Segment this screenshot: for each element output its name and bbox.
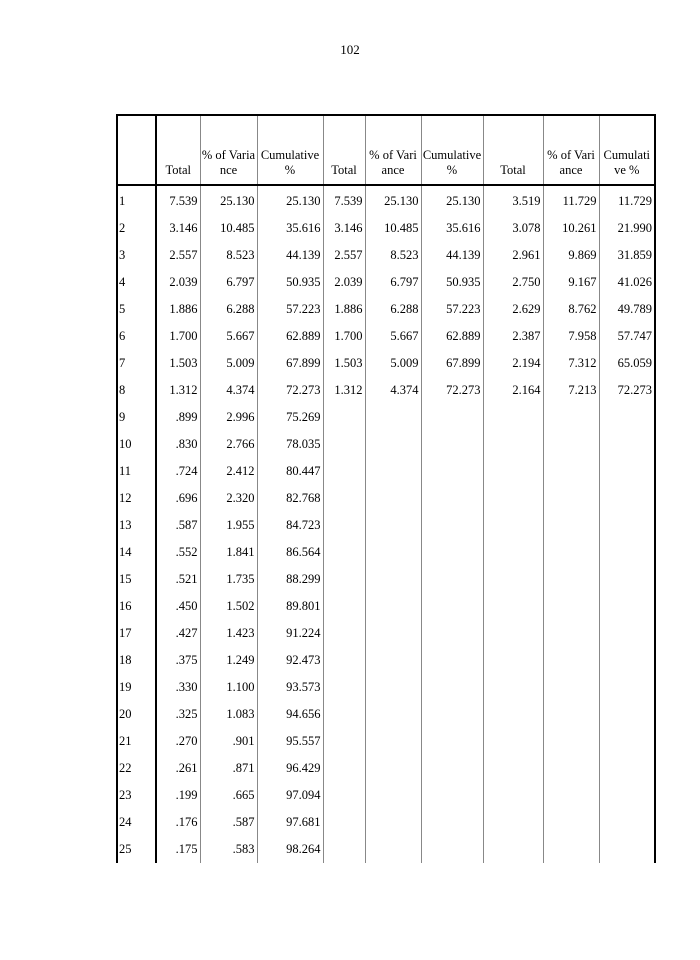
component-number: 16	[117, 593, 156, 620]
table-cell: .199	[156, 782, 200, 809]
component-number: 19	[117, 674, 156, 701]
table-cell: 65.059	[599, 350, 655, 377]
table-cell: 2.629	[483, 296, 543, 323]
table-cell: 31.859	[599, 242, 655, 269]
table-cell: 2.996	[200, 404, 257, 431]
table-cell	[483, 701, 543, 728]
table-cell	[543, 809, 599, 836]
table-cell	[599, 485, 655, 512]
table-cell: 5.009	[365, 350, 421, 377]
table-cell: 9.167	[543, 269, 599, 296]
table-cell: 11.729	[543, 185, 599, 215]
table-cell: 1.100	[200, 674, 257, 701]
table-cell	[543, 728, 599, 755]
component-number: 13	[117, 512, 156, 539]
table-cell: 93.573	[257, 674, 323, 701]
column-header: Cumulative %	[421, 115, 483, 185]
table-cell: 1.735	[200, 566, 257, 593]
table-cell: 7.213	[543, 377, 599, 404]
table-cell	[543, 755, 599, 782]
table-cell	[599, 755, 655, 782]
table-cell: 9.869	[543, 242, 599, 269]
column-header: Total	[323, 115, 365, 185]
table-cell: 92.473	[257, 647, 323, 674]
table-cell: 67.899	[257, 350, 323, 377]
table-cell: 8.523	[365, 242, 421, 269]
table-cell	[543, 485, 599, 512]
component-number: 12	[117, 485, 156, 512]
table-cell	[323, 404, 365, 431]
table-row	[117, 458, 655, 485]
table-cell	[421, 512, 483, 539]
table-cell: 2.961	[483, 242, 543, 269]
table-cell	[365, 701, 421, 728]
table-cell	[483, 728, 543, 755]
table-cell: 72.273	[421, 377, 483, 404]
component-number: 14	[117, 539, 156, 566]
table-cell	[421, 701, 483, 728]
table-cell: 86.564	[257, 539, 323, 566]
page-number: 102	[340, 42, 360, 57]
table-cell	[599, 458, 655, 485]
table-cell	[421, 647, 483, 674]
component-number: 1	[117, 185, 156, 215]
table-row	[117, 185, 655, 215]
table-cell: .270	[156, 728, 200, 755]
table-cell: 62.889	[257, 323, 323, 350]
column-header	[117, 115, 156, 185]
table-cell	[483, 458, 543, 485]
table-cell	[599, 647, 655, 674]
table-cell: 98.264	[257, 836, 323, 863]
table-cell: 1.700	[156, 323, 200, 350]
table-cell	[365, 512, 421, 539]
table-cell	[323, 539, 365, 566]
table-cell	[599, 728, 655, 755]
table-cell: 10.261	[543, 215, 599, 242]
component-number: 22	[117, 755, 156, 782]
table-cell	[323, 620, 365, 647]
table-cell: 5.667	[200, 323, 257, 350]
table-cell: 3.519	[483, 185, 543, 215]
table-cell: 25.130	[257, 185, 323, 215]
table-cell	[323, 701, 365, 728]
table-row	[117, 242, 655, 269]
table-cell: .899	[156, 404, 200, 431]
table-cell	[421, 674, 483, 701]
table-cell: 97.681	[257, 809, 323, 836]
table-cell	[599, 404, 655, 431]
table-cell	[421, 809, 483, 836]
component-number: 18	[117, 647, 156, 674]
table-cell: .696	[156, 485, 200, 512]
table-cell	[365, 404, 421, 431]
table-cell: 80.447	[257, 458, 323, 485]
table-cell: 75.269	[257, 404, 323, 431]
table-cell: 57.747	[599, 323, 655, 350]
table-cell: 91.224	[257, 620, 323, 647]
table-cell: .325	[156, 701, 200, 728]
table-cell	[483, 674, 543, 701]
table-cell: 44.139	[257, 242, 323, 269]
table-row	[117, 512, 655, 539]
table-cell	[599, 701, 655, 728]
table-cell	[421, 458, 483, 485]
table-cell	[365, 755, 421, 782]
table-cell: .871	[200, 755, 257, 782]
component-number: 20	[117, 701, 156, 728]
table-cell: 95.557	[257, 728, 323, 755]
table-cell	[365, 566, 421, 593]
table-cell	[483, 404, 543, 431]
table-cell: 5.667	[365, 323, 421, 350]
table-cell: 21.990	[599, 215, 655, 242]
table-row	[117, 620, 655, 647]
variance-table	[116, 114, 656, 863]
component-number: 15	[117, 566, 156, 593]
table-cell: 1.249	[200, 647, 257, 674]
table-cell: 4.374	[200, 377, 257, 404]
table-cell	[365, 809, 421, 836]
table-cell: 1.503	[323, 350, 365, 377]
column-header: % of Variance	[543, 115, 599, 185]
table-row	[117, 377, 655, 404]
table-cell: 5.009	[200, 350, 257, 377]
table-cell	[599, 431, 655, 458]
table-cell	[365, 485, 421, 512]
table-cell: 25.130	[200, 185, 257, 215]
table-row	[117, 404, 655, 431]
table-row	[117, 836, 655, 863]
table-cell: .583	[200, 836, 257, 863]
table-cell: .261	[156, 755, 200, 782]
table-cell: 57.223	[421, 296, 483, 323]
component-number: 21	[117, 728, 156, 755]
component-number: 23	[117, 782, 156, 809]
table-cell	[543, 404, 599, 431]
table-cell: 82.768	[257, 485, 323, 512]
component-number: 8	[117, 377, 156, 404]
table-row	[117, 755, 655, 782]
table-cell: 2.320	[200, 485, 257, 512]
table-cell: 1.312	[323, 377, 365, 404]
table-row	[117, 674, 655, 701]
table-row	[117, 296, 655, 323]
table-cell: 2.164	[483, 377, 543, 404]
table-cell: 7.312	[543, 350, 599, 377]
table-cell	[483, 836, 543, 863]
table-cell	[323, 458, 365, 485]
component-number: 11	[117, 458, 156, 485]
table-cell	[483, 593, 543, 620]
table-cell	[421, 404, 483, 431]
table-cell	[483, 755, 543, 782]
table-cell: 1.955	[200, 512, 257, 539]
table-cell: 6.288	[200, 296, 257, 323]
table-cell: 2.557	[323, 242, 365, 269]
table-row	[117, 485, 655, 512]
table-row	[117, 782, 655, 809]
table-cell: 72.273	[257, 377, 323, 404]
table-cell	[483, 512, 543, 539]
table-cell	[543, 593, 599, 620]
table-cell: 6.797	[365, 269, 421, 296]
table-cell	[483, 647, 543, 674]
table-row	[117, 350, 655, 377]
table-cell	[323, 755, 365, 782]
table-cell: 62.889	[421, 323, 483, 350]
table-cell: 6.288	[365, 296, 421, 323]
table-cell	[483, 620, 543, 647]
table-cell	[421, 593, 483, 620]
table-cell: 88.299	[257, 566, 323, 593]
table-cell: 1.886	[323, 296, 365, 323]
table-cell	[483, 539, 543, 566]
table-cell	[599, 539, 655, 566]
table-cell: .450	[156, 593, 200, 620]
table-cell	[323, 836, 365, 863]
table-cell	[599, 809, 655, 836]
table-cell	[365, 836, 421, 863]
table-cell	[543, 431, 599, 458]
table-cell	[365, 782, 421, 809]
table-cell	[483, 485, 543, 512]
table-cell: 67.899	[421, 350, 483, 377]
table-cell: 44.139	[421, 242, 483, 269]
table-cell: 2.766	[200, 431, 257, 458]
table-cell: .724	[156, 458, 200, 485]
component-number: 9	[117, 404, 156, 431]
table-cell: 25.130	[421, 185, 483, 215]
column-header: Cumulative %	[599, 115, 655, 185]
table-cell: 4.374	[365, 377, 421, 404]
table-cell: 7.539	[323, 185, 365, 215]
table-cell: .521	[156, 566, 200, 593]
table-row	[117, 215, 655, 242]
table-cell	[421, 431, 483, 458]
table-cell: 8.523	[200, 242, 257, 269]
column-header: % of Variance	[200, 115, 257, 185]
table-cell	[599, 593, 655, 620]
table-cell: .587	[200, 809, 257, 836]
table-cell: 25.130	[365, 185, 421, 215]
table-cell: 1.083	[200, 701, 257, 728]
table-cell: 50.935	[257, 269, 323, 296]
table-cell	[421, 755, 483, 782]
table-row	[117, 431, 655, 458]
table-cell: 10.485	[365, 215, 421, 242]
table-cell	[365, 620, 421, 647]
table-cell: 72.273	[599, 377, 655, 404]
table-cell: .901	[200, 728, 257, 755]
component-number: 3	[117, 242, 156, 269]
table-row	[117, 809, 655, 836]
table-cell	[365, 593, 421, 620]
table-cell	[543, 836, 599, 863]
table-cell: 11.729	[599, 185, 655, 215]
table-cell	[323, 512, 365, 539]
column-header: Cumulative %	[257, 115, 323, 185]
table-cell: 35.616	[421, 215, 483, 242]
table-cell	[323, 647, 365, 674]
table-cell: 50.935	[421, 269, 483, 296]
table-cell	[323, 809, 365, 836]
column-header: % of Variance	[365, 115, 421, 185]
table-cell	[483, 566, 543, 593]
table-cell: 7.958	[543, 323, 599, 350]
table-cell: 2.039	[156, 269, 200, 296]
table-cell	[365, 539, 421, 566]
table-cell	[483, 431, 543, 458]
table-cell: 1.312	[156, 377, 200, 404]
table-row	[117, 647, 655, 674]
table-cell: 2.557	[156, 242, 200, 269]
table-cell: .830	[156, 431, 200, 458]
table-cell: 57.223	[257, 296, 323, 323]
component-number: 10	[117, 431, 156, 458]
table-cell	[323, 674, 365, 701]
table-cell	[365, 674, 421, 701]
table-cell	[543, 701, 599, 728]
component-number: 5	[117, 296, 156, 323]
component-number: 4	[117, 269, 156, 296]
table-row	[117, 728, 655, 755]
component-number: 25	[117, 836, 156, 863]
table-cell: 10.485	[200, 215, 257, 242]
table-cell	[323, 593, 365, 620]
table-cell: .427	[156, 620, 200, 647]
table-cell: .375	[156, 647, 200, 674]
component-number: 17	[117, 620, 156, 647]
component-number: 2	[117, 215, 156, 242]
table-cell	[543, 647, 599, 674]
table-cell: .587	[156, 512, 200, 539]
table-cell: .176	[156, 809, 200, 836]
component-number: 7	[117, 350, 156, 377]
table-cell: 1.841	[200, 539, 257, 566]
table-cell: 1.502	[200, 593, 257, 620]
table-cell: 2.387	[483, 323, 543, 350]
table-cell: 2.039	[323, 269, 365, 296]
table-cell	[543, 539, 599, 566]
table-cell: .330	[156, 674, 200, 701]
table-cell: 7.539	[156, 185, 200, 215]
table-cell	[365, 647, 421, 674]
table-cell	[323, 728, 365, 755]
table-row	[117, 539, 655, 566]
table-cell	[599, 620, 655, 647]
table-cell	[543, 458, 599, 485]
table-cell	[365, 431, 421, 458]
table-row	[117, 701, 655, 728]
table-cell: 84.723	[257, 512, 323, 539]
table-cell	[323, 566, 365, 593]
table-row	[117, 593, 655, 620]
table-cell: 78.035	[257, 431, 323, 458]
table-cell: .175	[156, 836, 200, 863]
table-cell: .552	[156, 539, 200, 566]
table-cell	[599, 836, 655, 863]
table-cell	[483, 782, 543, 809]
table-cell: 1.423	[200, 620, 257, 647]
table-cell	[421, 836, 483, 863]
table-cell	[323, 782, 365, 809]
table-cell	[599, 566, 655, 593]
table-cell	[599, 782, 655, 809]
table-cell: 94.656	[257, 701, 323, 728]
table-cell	[365, 458, 421, 485]
table-cell	[599, 674, 655, 701]
table-cell	[323, 485, 365, 512]
table-cell: .665	[200, 782, 257, 809]
table-cell: 35.616	[257, 215, 323, 242]
table-cell	[543, 566, 599, 593]
table-cell: 1.886	[156, 296, 200, 323]
table-cell: 2.194	[483, 350, 543, 377]
column-header: Total	[156, 115, 200, 185]
table-cell: 96.429	[257, 755, 323, 782]
table-cell	[543, 512, 599, 539]
table-row	[117, 566, 655, 593]
table-cell: 41.026	[599, 269, 655, 296]
table-cell	[483, 809, 543, 836]
table-cell: 1.503	[156, 350, 200, 377]
table-cell: 2.750	[483, 269, 543, 296]
table-cell	[543, 674, 599, 701]
table-cell: 1.700	[323, 323, 365, 350]
table-cell: 49.789	[599, 296, 655, 323]
table-cell: 3.078	[483, 215, 543, 242]
table-cell	[365, 728, 421, 755]
table-cell	[421, 728, 483, 755]
table-cell: 97.094	[257, 782, 323, 809]
table-row	[117, 269, 655, 296]
table-cell: 89.801	[257, 593, 323, 620]
table-cell	[543, 782, 599, 809]
table-cell: 8.762	[543, 296, 599, 323]
table-cell	[599, 512, 655, 539]
table-cell: 3.146	[156, 215, 200, 242]
table-row	[117, 323, 655, 350]
table-cell	[421, 782, 483, 809]
column-header: Total	[483, 115, 543, 185]
table-cell	[421, 620, 483, 647]
table-cell: 6.797	[200, 269, 257, 296]
table-cell	[421, 539, 483, 566]
table-cell: 2.412	[200, 458, 257, 485]
table-body	[117, 185, 655, 863]
table-cell	[421, 485, 483, 512]
table-cell	[543, 620, 599, 647]
table-cell	[421, 566, 483, 593]
component-number: 6	[117, 323, 156, 350]
table-header-row	[117, 115, 655, 185]
table-cell: 3.146	[323, 215, 365, 242]
table-cell	[323, 431, 365, 458]
component-number: 24	[117, 809, 156, 836]
